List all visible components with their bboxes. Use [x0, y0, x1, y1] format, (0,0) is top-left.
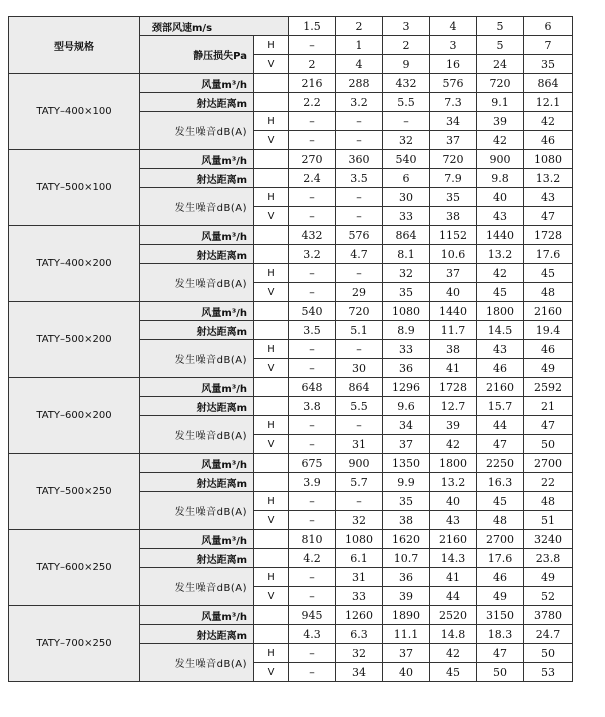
- airflow-value: 270: [289, 150, 336, 169]
- airflow-value: 540: [289, 302, 336, 321]
- throw-label: 射达距离m: [140, 397, 254, 416]
- throw-value: 10.6: [430, 245, 477, 264]
- airflow-value: 864: [383, 226, 430, 245]
- throw-value: 3.2: [289, 245, 336, 264]
- noise-v-value: –: [289, 283, 336, 302]
- throw-value: 24.7: [524, 625, 573, 644]
- throw-label: 射达距离m: [140, 321, 254, 340]
- empty-cell: [254, 454, 289, 473]
- h-label: H: [254, 416, 289, 435]
- throw-value: 7.3: [430, 93, 477, 112]
- model-row-airflow: [9, 530, 573, 549]
- empty-cell: [254, 226, 289, 245]
- noise-v-value: –: [289, 359, 336, 378]
- noise-label: 发生噪音dB(A): [140, 188, 254, 226]
- model-row-airflow: [9, 302, 573, 321]
- noise-h-value: –: [289, 644, 336, 663]
- airflow-value: 3240: [524, 530, 573, 549]
- airflow-value: 2160: [430, 530, 477, 549]
- throw-value: 3.8: [289, 397, 336, 416]
- airflow-value: 1800: [477, 302, 524, 321]
- throw-value: 14.8: [430, 625, 477, 644]
- throw-value: 11.1: [383, 625, 430, 644]
- throw-value: 14.3: [430, 549, 477, 568]
- throw-label: 射达距离m: [140, 625, 254, 644]
- noise-v-value: 46: [524, 131, 573, 150]
- throw-label: 射达距离m: [140, 473, 254, 492]
- noise-v-value: 32: [336, 511, 383, 530]
- empty-cell: [254, 530, 289, 549]
- airflow-label: 风量m³/h: [140, 302, 254, 321]
- noise-h-value: –: [289, 416, 336, 435]
- airflow-value: 540: [383, 150, 430, 169]
- noise-label: 发生噪音dB(A): [140, 644, 254, 682]
- noise-h-value: –: [383, 112, 430, 131]
- empty-cell: [254, 93, 289, 112]
- noise-h-value: 34: [430, 112, 477, 131]
- throw-value: 10.7: [383, 549, 430, 568]
- noise-h-value: 31: [336, 568, 383, 587]
- airflow-value: 576: [430, 74, 477, 93]
- airflow-label: 风量m³/h: [140, 150, 254, 169]
- empty-cell: [254, 74, 289, 93]
- h-label: H: [254, 188, 289, 207]
- model-column-header: 型号规格: [9, 17, 140, 74]
- airflow-value: 2592: [524, 378, 573, 397]
- noise-h-value: 37: [430, 264, 477, 283]
- h-label: H: [254, 644, 289, 663]
- airflow-value: 3150: [477, 606, 524, 625]
- airflow-value: 810: [289, 530, 336, 549]
- noise-h-value: –: [336, 416, 383, 435]
- noise-h-value: 40: [477, 188, 524, 207]
- pressure-v-value: 16: [430, 55, 477, 74]
- v-label: V: [254, 131, 289, 150]
- airflow-value: 576: [336, 226, 383, 245]
- throw-value: 2.4: [289, 169, 336, 188]
- noise-v-value: 38: [383, 511, 430, 530]
- throw-value: 5.7: [336, 473, 383, 492]
- airflow-value: 1440: [477, 226, 524, 245]
- throw-value: 6.3: [336, 625, 383, 644]
- noise-h-value: 35: [383, 492, 430, 511]
- throw-value: 3.5: [336, 169, 383, 188]
- noise-v-value: –: [336, 131, 383, 150]
- throw-value: 23.8: [524, 549, 573, 568]
- empty-cell: [254, 169, 289, 188]
- airflow-label: 风量m³/h: [140, 454, 254, 473]
- throw-value: 3.9: [289, 473, 336, 492]
- airflow-value: 1728: [524, 226, 573, 245]
- throw-value: 5.5: [336, 397, 383, 416]
- model-name: TATY–400×200: [9, 226, 140, 302]
- noise-h-value: 36: [383, 568, 430, 587]
- pressure-header: 静压损失Pa: [140, 36, 254, 74]
- noise-v-value: 29: [336, 283, 383, 302]
- airflow-value: 360: [336, 150, 383, 169]
- noise-h-value: 33: [383, 340, 430, 359]
- pressure-h-value: –: [289, 36, 336, 55]
- throw-value: 9.9: [383, 473, 430, 492]
- noise-v-value: 52: [524, 587, 573, 606]
- noise-h-value: 46: [477, 568, 524, 587]
- throw-value: 9.1: [477, 93, 524, 112]
- noise-h-value: 50: [524, 644, 573, 663]
- noise-v-value: 39: [383, 587, 430, 606]
- noise-v-value: 37: [430, 131, 477, 150]
- noise-v-value: 42: [430, 435, 477, 454]
- speed-value: 3: [383, 17, 430, 36]
- throw-value: 17.6: [477, 549, 524, 568]
- noise-v-value: –: [289, 131, 336, 150]
- noise-label: 发生噪音dB(A): [140, 416, 254, 454]
- noise-v-value: 43: [430, 511, 477, 530]
- airflow-value: 1080: [336, 530, 383, 549]
- throw-value: 6: [383, 169, 430, 188]
- noise-v-value: 45: [477, 283, 524, 302]
- model-name: TATY–500×100: [9, 150, 140, 226]
- noise-h-value: –: [336, 340, 383, 359]
- model-name: TATY–500×250: [9, 454, 140, 530]
- noise-label: 发生噪音dB(A): [140, 264, 254, 302]
- noise-v-value: –: [289, 587, 336, 606]
- airflow-value: 2160: [477, 378, 524, 397]
- throw-value: 11.7: [430, 321, 477, 340]
- throw-value: 13.2: [430, 473, 477, 492]
- noise-h-value: 45: [524, 264, 573, 283]
- noise-v-value: 44: [430, 587, 477, 606]
- airflow-label: 风量m³/h: [140, 606, 254, 625]
- throw-value: 19.4: [524, 321, 573, 340]
- airflow-value: 2250: [477, 454, 524, 473]
- noise-v-value: 32: [383, 131, 430, 150]
- throw-value: 6.1: [336, 549, 383, 568]
- pressure-h-value: 1: [336, 36, 383, 55]
- speed-value: 2: [336, 17, 383, 36]
- airflow-value: 675: [289, 454, 336, 473]
- throw-value: 17.6: [524, 245, 573, 264]
- noise-v-value: 33: [383, 207, 430, 226]
- airflow-value: 216: [289, 74, 336, 93]
- airflow-value: 945: [289, 606, 336, 625]
- model-row-airflow: [9, 226, 573, 245]
- noise-v-value: 37: [383, 435, 430, 454]
- noise-label: 发生噪音dB(A): [140, 340, 254, 378]
- noise-h-value: –: [336, 112, 383, 131]
- empty-cell: [254, 378, 289, 397]
- model-name: TATY–500×200: [9, 302, 140, 378]
- airflow-value: 3780: [524, 606, 573, 625]
- throw-label: 射达距离m: [140, 245, 254, 264]
- noise-h-value: 40: [430, 492, 477, 511]
- speed-value: 6: [524, 17, 573, 36]
- noise-v-value: 35: [383, 283, 430, 302]
- model-name: TATY–700×250: [9, 606, 140, 682]
- noise-h-value: –: [289, 264, 336, 283]
- throw-value: 16.3: [477, 473, 524, 492]
- throw-value: 4.3: [289, 625, 336, 644]
- noise-h-value: –: [289, 492, 336, 511]
- pressure-h-value: 2: [383, 36, 430, 55]
- speed-header: 颈部风速m/s: [140, 17, 289, 36]
- noise-h-value: –: [289, 188, 336, 207]
- airflow-value: 864: [524, 74, 573, 93]
- throw-value: 7.9: [430, 169, 477, 188]
- empty-cell: [254, 606, 289, 625]
- airflow-value: 1296: [383, 378, 430, 397]
- empty-cell: [254, 321, 289, 340]
- throw-label: 射达距离m: [140, 93, 254, 112]
- airflow-value: 1152: [430, 226, 477, 245]
- noise-v-value: 33: [336, 587, 383, 606]
- model-row-airflow: [9, 378, 573, 397]
- pressure-h-value: 5: [477, 36, 524, 55]
- noise-v-value: 48: [477, 511, 524, 530]
- noise-label: 发生噪音dB(A): [140, 492, 254, 530]
- noise-h-value: 37: [383, 644, 430, 663]
- noise-h-value: 42: [477, 264, 524, 283]
- h-label: H: [254, 568, 289, 587]
- noise-h-value: –: [336, 264, 383, 283]
- airflow-value: 1890: [383, 606, 430, 625]
- airflow-value: 288: [336, 74, 383, 93]
- noise-h-value: 38: [430, 340, 477, 359]
- pressure-v-value: 2: [289, 55, 336, 74]
- throw-value: 5.5: [383, 93, 430, 112]
- header-row-speed: [9, 17, 573, 36]
- throw-value: 4.2: [289, 549, 336, 568]
- empty-cell: [254, 245, 289, 264]
- noise-h-value: 47: [477, 644, 524, 663]
- airflow-value: 720: [477, 74, 524, 93]
- noise-h-value: 47: [524, 416, 573, 435]
- noise-h-value: 49: [524, 568, 573, 587]
- model-row-airflow: [9, 150, 573, 169]
- empty-cell: [254, 397, 289, 416]
- v-label: V: [254, 283, 289, 302]
- throw-value: 3.2: [336, 93, 383, 112]
- h-label: H: [254, 340, 289, 359]
- noise-v-value: 46: [477, 359, 524, 378]
- throw-value: 5.1: [336, 321, 383, 340]
- airflow-value: 900: [336, 454, 383, 473]
- noise-h-value: 32: [383, 264, 430, 283]
- throw-value: 12.7: [430, 397, 477, 416]
- airflow-value: 1080: [524, 150, 573, 169]
- airflow-label: 风量m³/h: [140, 226, 254, 245]
- model-row-airflow: [9, 74, 573, 93]
- noise-h-value: 45: [477, 492, 524, 511]
- empty-cell: [254, 473, 289, 492]
- empty-cell: [254, 302, 289, 321]
- throw-label: 射达距离m: [140, 169, 254, 188]
- airflow-value: 1440: [430, 302, 477, 321]
- noise-v-value: 47: [524, 207, 573, 226]
- noise-v-value: 45: [430, 663, 477, 682]
- throw-value: 9.6: [383, 397, 430, 416]
- throw-label: 射达距离m: [140, 549, 254, 568]
- pressure-v-value: 35: [524, 55, 573, 74]
- noise-h-value: 44: [477, 416, 524, 435]
- noise-v-value: 42: [477, 131, 524, 150]
- noise-h-value: 43: [477, 340, 524, 359]
- throw-value: 2.2: [289, 93, 336, 112]
- airflow-value: 1800: [430, 454, 477, 473]
- noise-v-value: 49: [477, 587, 524, 606]
- noise-v-value: –: [336, 207, 383, 226]
- airflow-value: 2520: [430, 606, 477, 625]
- noise-v-value: 48: [524, 283, 573, 302]
- noise-h-value: 42: [430, 644, 477, 663]
- airflow-value: 720: [336, 302, 383, 321]
- speed-value: 4: [430, 17, 477, 36]
- noise-h-value: –: [289, 568, 336, 587]
- noise-h-value: 48: [524, 492, 573, 511]
- noise-h-value: 32: [336, 644, 383, 663]
- spec-table: [8, 16, 573, 682]
- noise-h-value: 41: [430, 568, 477, 587]
- noise-v-value: 50: [477, 663, 524, 682]
- noise-v-value: 47: [477, 435, 524, 454]
- noise-v-value: –: [289, 663, 336, 682]
- airflow-value: 1620: [383, 530, 430, 549]
- noise-h-value: 46: [524, 340, 573, 359]
- noise-h-value: –: [336, 492, 383, 511]
- noise-h-value: 43: [524, 188, 573, 207]
- throw-value: 21: [524, 397, 573, 416]
- v-label: V: [254, 511, 289, 530]
- speed-value: 5: [477, 17, 524, 36]
- model-name: TATY–400×100: [9, 74, 140, 150]
- model-name: TATY–600×200: [9, 378, 140, 454]
- v-label: V: [254, 359, 289, 378]
- noise-v-value: 34: [336, 663, 383, 682]
- airflow-value: 900: [477, 150, 524, 169]
- airflow-value: 2700: [524, 454, 573, 473]
- pressure-v-value: 9: [383, 55, 430, 74]
- noise-h-value: 42: [524, 112, 573, 131]
- throw-value: 13.2: [524, 169, 573, 188]
- airflow-value: 1728: [430, 378, 477, 397]
- h-label: H: [254, 112, 289, 131]
- airflow-value: 1260: [336, 606, 383, 625]
- noise-v-value: –: [289, 511, 336, 530]
- airflow-value: 1080: [383, 302, 430, 321]
- noise-v-value: 43: [477, 207, 524, 226]
- noise-v-value: 40: [430, 283, 477, 302]
- pressure-h-value: 7: [524, 36, 573, 55]
- noise-v-value: 50: [524, 435, 573, 454]
- airflow-label: 风量m³/h: [140, 74, 254, 93]
- airflow-label: 风量m³/h: [140, 530, 254, 549]
- noise-v-value: 49: [524, 359, 573, 378]
- throw-value: 18.3: [477, 625, 524, 644]
- throw-value: 13.2: [477, 245, 524, 264]
- noise-h-value: –: [289, 340, 336, 359]
- v-label: V: [254, 663, 289, 682]
- throw-value: 12.1: [524, 93, 573, 112]
- empty-cell: [254, 625, 289, 644]
- empty-cell: [254, 549, 289, 568]
- h-label: H: [254, 36, 289, 55]
- noise-h-value: 39: [477, 112, 524, 131]
- noise-label: 发生噪音dB(A): [140, 112, 254, 150]
- airflow-value: 720: [430, 150, 477, 169]
- noise-v-value: 31: [336, 435, 383, 454]
- noise-v-value: 36: [383, 359, 430, 378]
- noise-v-value: 53: [524, 663, 573, 682]
- noise-v-value: 40: [383, 663, 430, 682]
- noise-h-value: 39: [430, 416, 477, 435]
- airflow-value: 432: [383, 74, 430, 93]
- throw-value: 3.5: [289, 321, 336, 340]
- noise-h-value: 30: [383, 188, 430, 207]
- pressure-v-value: 24: [477, 55, 524, 74]
- v-label: V: [254, 207, 289, 226]
- noise-h-value: 35: [430, 188, 477, 207]
- model-row-airflow: [9, 454, 573, 473]
- empty-cell: [254, 150, 289, 169]
- pressure-h-value: 3: [430, 36, 477, 55]
- airflow-value: 648: [289, 378, 336, 397]
- v-label: V: [254, 55, 289, 74]
- noise-v-value: –: [289, 207, 336, 226]
- noise-v-value: –: [289, 435, 336, 454]
- noise-h-value: 34: [383, 416, 430, 435]
- airflow-value: 2700: [477, 530, 524, 549]
- throw-value: 8.9: [383, 321, 430, 340]
- noise-v-value: 38: [430, 207, 477, 226]
- noise-v-value: 30: [336, 359, 383, 378]
- throw-value: 15.7: [477, 397, 524, 416]
- v-label: V: [254, 587, 289, 606]
- throw-value: 8.1: [383, 245, 430, 264]
- speed-value: 1.5: [289, 17, 336, 36]
- noise-h-value: –: [336, 188, 383, 207]
- throw-value: 9.8: [477, 169, 524, 188]
- v-label: V: [254, 435, 289, 454]
- throw-value: 22: [524, 473, 573, 492]
- airflow-label: 风量m³/h: [140, 378, 254, 397]
- model-row-airflow: [9, 606, 573, 625]
- noise-label: 发生噪音dB(A): [140, 568, 254, 606]
- h-label: H: [254, 492, 289, 511]
- model-name: TATY–600×250: [9, 530, 140, 606]
- airflow-value: 432: [289, 226, 336, 245]
- airflow-value: 864: [336, 378, 383, 397]
- noise-h-value: –: [289, 112, 336, 131]
- pressure-v-value: 4: [336, 55, 383, 74]
- h-label: H: [254, 264, 289, 283]
- airflow-value: 2160: [524, 302, 573, 321]
- airflow-value: 1350: [383, 454, 430, 473]
- throw-value: 4.7: [336, 245, 383, 264]
- noise-v-value: 41: [430, 359, 477, 378]
- noise-v-value: 51: [524, 511, 573, 530]
- throw-value: 14.5: [477, 321, 524, 340]
